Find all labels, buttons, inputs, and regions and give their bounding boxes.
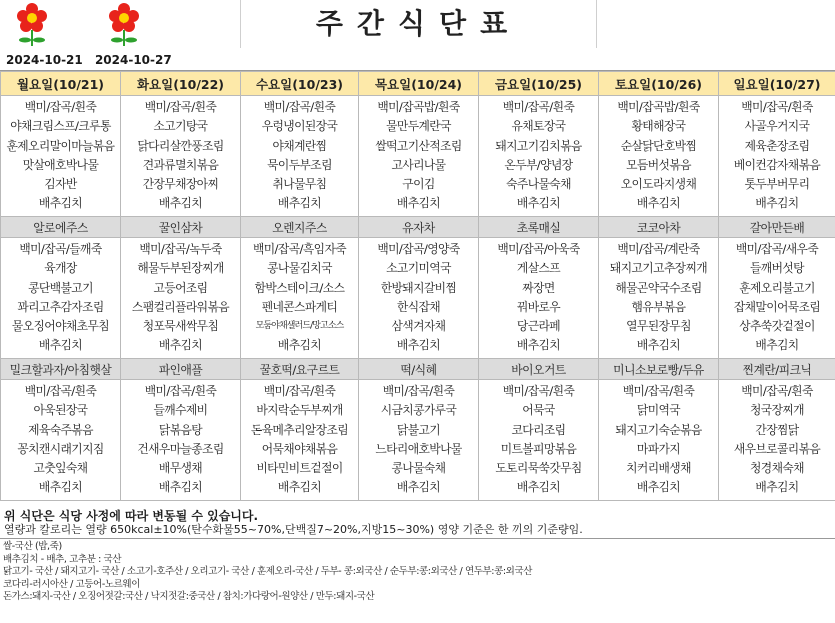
- origin-line: 쌀-국산 (밥,죽): [3, 541, 62, 553]
- menu-item: 고사리나물: [391, 157, 446, 172]
- menu-item: 숙주나물숙채: [506, 177, 571, 192]
- menu-item: 백미/잡곡/흰죽: [622, 384, 695, 398]
- notice-change: 위 식단은 식당 사정에 따라 변동될 수 있습니다.: [4, 509, 259, 523]
- origin-line: 배추김치 - 배추, 고추분 : 국산: [3, 553, 122, 565]
- afternoon-snack-row: [1, 359, 835, 380]
- menu-item: 바지락순두부찌개: [256, 403, 343, 418]
- menu-item: 열무된장무침: [626, 319, 691, 334]
- afternoon-snack-cell: 찐계란/피크닉: [719, 359, 835, 380]
- menu-item: 배추김치: [516, 196, 561, 211]
- menu-item: 소고기미역국: [386, 261, 451, 276]
- menu-item: 들깨버섯탕: [750, 261, 804, 276]
- menu-item: 백미/잡곡/새우죽: [735, 242, 819, 256]
- dinner-cell: [1, 380, 121, 501]
- menu-item: 햄유부볶음: [631, 299, 686, 314]
- menu-item: 배추김치: [38, 196, 83, 211]
- menu-item: 청경채숙채: [750, 461, 804, 476]
- menu-item: 한방돼지갈비찜: [380, 280, 457, 295]
- menu-item: 한식잡채: [396, 299, 441, 314]
- menu-item: 배추김치: [755, 480, 799, 495]
- divider: [0, 538, 835, 539]
- menu-item: 삼색겨자채: [391, 319, 446, 334]
- menu-item: 배추김치: [755, 338, 799, 353]
- menu-item: 어묵국: [522, 403, 555, 418]
- menu-item: 백미/잡곡/흰죽: [382, 384, 455, 398]
- menu-item: 맛살애호박나물: [22, 157, 99, 172]
- menu-item: 백미/잡곡밥/흰죽: [617, 100, 700, 114]
- header: [0, 0, 835, 70]
- menu-item: 아욱된장국: [33, 403, 88, 418]
- breakfast-cell: [599, 96, 719, 217]
- menu-item: 쌀떡고기산적조림: [375, 138, 462, 153]
- menu-item: 오이도라지생채: [620, 177, 697, 192]
- menu-item: 백미/잡곡/흰죽: [741, 100, 813, 114]
- menu-item: 해물곤약국수조림: [615, 280, 702, 295]
- menu-item: 잡채말이어묵조림: [733, 299, 821, 314]
- menu-item: 배추김치: [636, 480, 681, 495]
- menu-item: 닭다리살깐풍조림: [137, 138, 224, 153]
- menu-item: 사골우거지국: [744, 119, 810, 134]
- lunch-cell: [719, 238, 835, 359]
- menu-item: 취나물무침: [272, 177, 327, 192]
- menu-item: 백미/잡곡/흰죽: [144, 100, 217, 114]
- menu-item: 백미/잡곡/영양죽: [377, 242, 460, 256]
- menu-item: 꿔바로우: [516, 299, 561, 314]
- origin-line: 돈가스:돼지-국산 / 오징어젓갈:국산 / 낙지젓갈:중국산 / 참치:가다랑어-원양산 / 만두:돼지-국산: [3, 591, 375, 603]
- menu-item: 백미/잡곡/계란죽: [617, 242, 700, 256]
- menu-item: 톳두부버무리: [744, 177, 810, 192]
- menu-item: 백미/잡곡/흑임자죽: [252, 242, 347, 256]
- morning-snack-cell: 초록매실: [479, 217, 599, 238]
- breakfast-cell: [719, 96, 835, 217]
- date-start: 2024-10-21: [6, 53, 83, 67]
- afternoon-snack-cell: 밀크할과자/아침햇살: [1, 359, 121, 380]
- breakfast-cell: [121, 96, 241, 217]
- lunch-row: [1, 238, 835, 359]
- dinner-cell: [359, 380, 479, 501]
- menu-item: 치커리배생채: [626, 461, 691, 476]
- menu-item: 게살스프: [516, 261, 561, 276]
- menu-item: 간장무채장아찌: [142, 177, 219, 192]
- menu-item: 훈제오리말이마늘볶음: [6, 138, 115, 153]
- dinner-cell: [719, 380, 835, 501]
- menu-item: 닭미역국: [636, 403, 681, 418]
- menu-item: 배추김치: [755, 196, 799, 211]
- afternoon-snack-cell: 파인애플: [121, 359, 241, 380]
- menu-item: 배추김치: [158, 480, 203, 495]
- lunch-cell: [359, 238, 479, 359]
- menu-item: 배추김치: [277, 338, 322, 353]
- menu-item: 백미/잡곡/아욱죽: [497, 242, 580, 256]
- menu-item: 야채크림스프/크루통: [10, 119, 111, 134]
- dinner-cell: [599, 380, 719, 501]
- menu-item: 스팸컬리플라워볶음: [131, 299, 230, 314]
- menu-item: 배추김치: [277, 196, 322, 211]
- day-header-cell: 금요일(10/25): [479, 72, 599, 96]
- menu-item: 배추김치: [636, 338, 681, 353]
- menu-item: 김자반: [44, 177, 77, 192]
- menu-item: 유채토장국: [511, 119, 566, 134]
- menu-item: 육개장: [44, 261, 77, 276]
- menu-item: 꽁치캔시래기지짐: [17, 441, 104, 456]
- menu-item: 배추김치: [158, 338, 203, 353]
- day-header-cell: 화요일(10/22): [121, 72, 241, 96]
- menu-item: 고춧잎숙채: [33, 461, 88, 476]
- menu-item: 백미/잡곡/흰죽: [144, 384, 217, 398]
- menu-item: 배추김치: [396, 338, 441, 353]
- menu-item: 코다리조림: [511, 422, 566, 437]
- menu-item: 청포묵새싹무침: [142, 319, 219, 334]
- breakfast-row: [1, 96, 835, 217]
- menu-item: 배무생채: [158, 461, 203, 476]
- menu-item: 배추김치: [396, 480, 441, 495]
- menu-item: 콩나물김치국: [267, 261, 332, 276]
- menu-item: 백미/잡곡/흰죽: [502, 384, 575, 398]
- morning-snack-cell: 꿀인삼차: [121, 217, 241, 238]
- menu-item: 순살닭단호박찜: [620, 138, 697, 153]
- morning-snack-cell: 갈아만든배: [719, 217, 835, 238]
- menu-item: 배추김치: [516, 480, 561, 495]
- menu-item: 배추김치: [396, 196, 441, 211]
- day-header-cell: 토요일(10/26): [599, 72, 719, 96]
- menu-item: 콩나물숙채: [391, 461, 446, 476]
- lunch-cell: [599, 238, 719, 359]
- menu-item: 백미/잡곡/흰죽: [502, 100, 575, 114]
- morning-snack-cell: 코코아차: [599, 217, 719, 238]
- afternoon-snack-cell: 꿀호떡/요구르트: [241, 359, 359, 380]
- afternoon-snack-cell: 떡/식혜: [359, 359, 479, 380]
- breakfast-cell: [241, 96, 359, 217]
- menu-item: 비타민비트겉절이: [256, 461, 343, 476]
- menu-item: 돼지고기김치볶음: [495, 138, 582, 153]
- menu-item: 백미/잡곡/흰죽: [24, 384, 97, 398]
- menu-item: 배추김치: [277, 480, 322, 495]
- menu-item: 도토리묵쑥갓무침: [495, 461, 582, 476]
- menu-item: 어묵채야채볶음: [261, 441, 338, 456]
- menu-item: 백미/잡곡밥/흰죽: [377, 100, 460, 114]
- menu-item: 닭불고기: [396, 422, 441, 437]
- menu-item: 청국장찌개: [750, 403, 804, 418]
- day-header-cell: 수요일(10/23): [241, 72, 359, 96]
- menu-item: 우렁냉이된장국: [261, 119, 338, 134]
- day-header-cell: 월요일(10/21): [1, 72, 121, 96]
- morning-snack-cell: 오렌지주스: [241, 217, 359, 238]
- dinner-cell: [479, 380, 599, 501]
- menu-item: 들깨수제비: [153, 403, 208, 418]
- menu-item: 돼지고기고추장찌개: [609, 261, 708, 276]
- morning-snack-cell: 유자차: [359, 217, 479, 238]
- menu-item: 물오징어야채초무침: [11, 319, 110, 334]
- menu-item: 견과류멸치볶음: [142, 157, 219, 172]
- menu-item: 펜네콘스파게티: [261, 299, 338, 314]
- menu-item: 느타리애호박나물: [375, 441, 462, 456]
- dinner-row: [1, 380, 835, 501]
- breakfast-cell: [1, 96, 121, 217]
- menu-item: 물만두계란국: [386, 119, 451, 134]
- notice-nutrition: 열량과 칼로리는 열량 650kcal±10%(탄수화물55~70%,단백질7~20%,지방15~30%) 영양 기준은 한 끼의 기준량임.: [4, 523, 583, 537]
- day-header-cell: 일요일(10/27): [719, 72, 835, 96]
- menu-item: 온두부/양념장: [504, 157, 573, 172]
- lunch-cell: [479, 238, 599, 359]
- notes-section: [0, 510, 835, 604]
- origin-line: 코다리-러시아산 / 고등어-노르웨이: [3, 578, 140, 590]
- weekly-menu-table: [0, 71, 835, 501]
- breakfast-cell: [359, 96, 479, 217]
- menu-item: 제육춘장조림: [744, 138, 810, 153]
- menu-item: 모둠야채샐러드/망고소스: [255, 321, 344, 332]
- menu-item: 배추김치: [516, 338, 561, 353]
- menu-item: 꽈리고추감자조림: [17, 299, 104, 314]
- menu-item: 함박스테이크/소스: [254, 280, 345, 295]
- menu-item: 백미/잡곡/들깨죽: [19, 242, 102, 256]
- menu-item: 닭볶음탕: [158, 422, 203, 437]
- menu-item: 묵이두부조림: [267, 157, 332, 172]
- day-header-cell: 목요일(10/24): [359, 72, 479, 96]
- menu-item: 배추김치: [636, 196, 681, 211]
- day-header-row: [1, 72, 835, 96]
- menu-item: 백미/잡곡/흰죽: [24, 100, 97, 114]
- morning-snack-cell: 알로에주스: [1, 217, 121, 238]
- lunch-cell: [241, 238, 359, 359]
- morning-snack-row: [1, 217, 835, 238]
- menu-item: 배추김치: [158, 196, 203, 211]
- menu-item: 시금치콩가루국: [380, 403, 457, 418]
- menu-item: 배추김치: [38, 480, 83, 495]
- menu-item: 백미/잡곡/흰죽: [263, 384, 336, 398]
- breakfast-cell: [479, 96, 599, 217]
- date-range: [6, 53, 180, 67]
- menu-item: 새우브로콜리볶음: [733, 441, 821, 456]
- menu-item: 건새우마늘종조림: [137, 441, 224, 456]
- menu-item: 배추김치: [38, 338, 83, 353]
- menu-item: 상추쑥갓겉절이: [739, 319, 815, 334]
- menu-item: 미트볼피망볶음: [500, 441, 577, 456]
- dinner-cell: [241, 380, 359, 501]
- menu-item: 훈제오리불고기: [739, 280, 815, 295]
- menu-item: 백미/잡곡/흰죽: [263, 100, 336, 114]
- dinner-cell: [121, 380, 241, 501]
- menu-item: 마파가지: [636, 441, 681, 456]
- menu-item: 고등어조림: [153, 280, 208, 295]
- menu-item: 제육숙주볶음: [28, 422, 93, 437]
- origin-line: 닭고기- 국산 / 돼지고기- 국산 / 소고기-호주산 / 오리고기- 국산 / 훈제오리-국산 / 두부- 콩:외국산 / 순두부:콩:외국산 / 연두부:콩:외국산: [3, 566, 533, 578]
- menu-item: 돈육메추리알장조림: [250, 422, 349, 437]
- menu-item: 콩단백불고기: [28, 280, 93, 295]
- menu-item: 백미/잡곡/흰죽: [741, 384, 813, 398]
- menu-item: 모듬버섯볶음: [626, 157, 691, 172]
- flower-decoration-icon: [2, 2, 182, 46]
- menu-item: 간장찜닭: [755, 422, 799, 437]
- lunch-cell: [121, 238, 241, 359]
- menu-item: 해물두부된장찌개: [137, 261, 224, 276]
- menu-item: 황태해장국: [631, 119, 686, 134]
- page-title: 주간식단표: [240, 0, 597, 48]
- menu-item: 짜장면: [522, 280, 555, 295]
- menu-item: 백미/잡곡/녹두죽: [139, 242, 222, 256]
- menu-item: 돼지고기숙순볶음: [615, 422, 702, 437]
- menu-item: 야채계란찜: [272, 138, 327, 153]
- menu-item: 소고기탕국: [153, 119, 208, 134]
- menu-item: 구이김: [402, 177, 435, 192]
- date-end: 2024-10-27: [94, 53, 172, 67]
- afternoon-snack-cell: 미니소보로빵/두유: [599, 359, 719, 380]
- menu-item: 당근라페: [516, 319, 561, 334]
- menu-item: 베이컨감자채볶음: [733, 157, 821, 172]
- origin-info: [0, 541, 835, 604]
- afternoon-snack-cell: 바이오거트: [479, 359, 599, 380]
- lunch-cell: [1, 238, 121, 359]
